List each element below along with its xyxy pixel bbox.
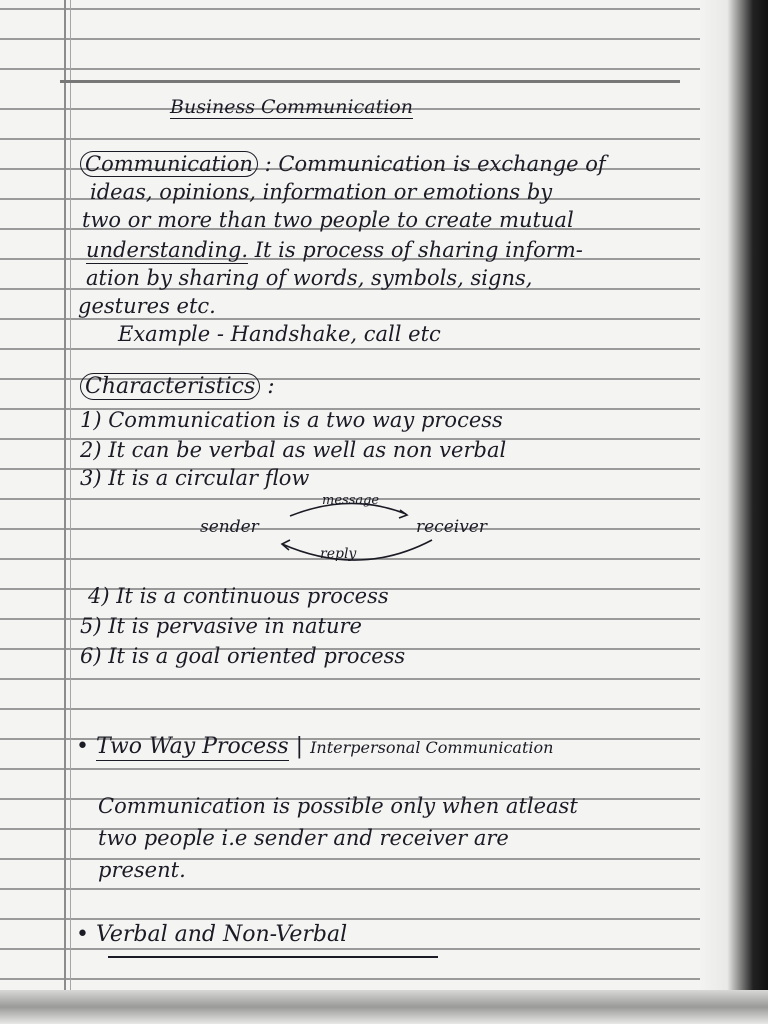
two-way-line-1: Communication is possible only when atleast [98, 794, 578, 818]
verbal-heading: Verbal and Non-Verbal [95, 922, 348, 947]
verbal-underline [108, 956, 438, 958]
definition-line-2: ideas, opinions, information or emotions by [90, 180, 553, 204]
characteristic-item: 4) It is a continuous process [88, 584, 389, 608]
two-way-divider: | [295, 734, 304, 759]
reply-arc [282, 540, 432, 560]
characteristic-item: 6) It is a goal oriented process [80, 644, 406, 668]
two-way-heading-row [76, 734, 553, 759]
definition-line-4 [86, 238, 583, 262]
characteristics-heading [80, 374, 275, 399]
characteristic-item: 2) It can be verbal as well as non verbal [80, 438, 507, 462]
top-rule [60, 80, 680, 83]
definition-example: Example - Handshake, call etc [118, 322, 441, 346]
definition-sep: : [264, 152, 272, 176]
characteristic-item: 5) It is pervasive in nature [80, 614, 362, 638]
characteristics-heading-text: Characteristics [80, 373, 260, 400]
diagram-message: message [322, 493, 380, 508]
two-way-heading2: Interpersonal Communication [310, 738, 554, 757]
definition-line4-rest: It is process of sharing inform- [254, 238, 583, 262]
diagram-sender: sender [200, 517, 259, 537]
diagram-reply: reply [320, 546, 357, 562]
definition-line-6: gestures etc. [78, 294, 216, 318]
page-title [170, 96, 413, 118]
definition-line-5: ation by sharing of words, symbols, signs, [86, 266, 533, 290]
definition-line1-rest: Communication is exchange of [278, 152, 606, 176]
two-way-line-2: two people i.e sender and receiver are [98, 826, 509, 850]
page-edge-bottom [0, 990, 768, 1024]
margin-line-inner [70, 0, 71, 1000]
definition-line-1 [80, 152, 606, 176]
margin-line [64, 0, 66, 1000]
verbal-bullet: • [76, 922, 89, 947]
two-way-line-3: present. [98, 858, 186, 882]
page-edge-right [700, 0, 768, 1024]
characteristic-item: 1) Communication is a two way process [80, 408, 503, 432]
definition-underlined-word: understanding. [86, 238, 249, 262]
two-way-bullet: • [76, 734, 89, 759]
characteristics-sep: : [267, 374, 275, 399]
circular-flow-diagram [200, 488, 520, 568]
diagram-receiver: receiver [416, 517, 487, 537]
two-way-heading: Two Way Process [95, 734, 289, 759]
characteristic-item: 3) It is a circular flow [80, 466, 310, 490]
page-title-text: Business Communication [170, 96, 413, 118]
definition-line-3: two or more than two people to create mutual [82, 208, 574, 232]
definition-term: Communication [80, 151, 258, 177]
verbal-heading-row [76, 922, 347, 947]
